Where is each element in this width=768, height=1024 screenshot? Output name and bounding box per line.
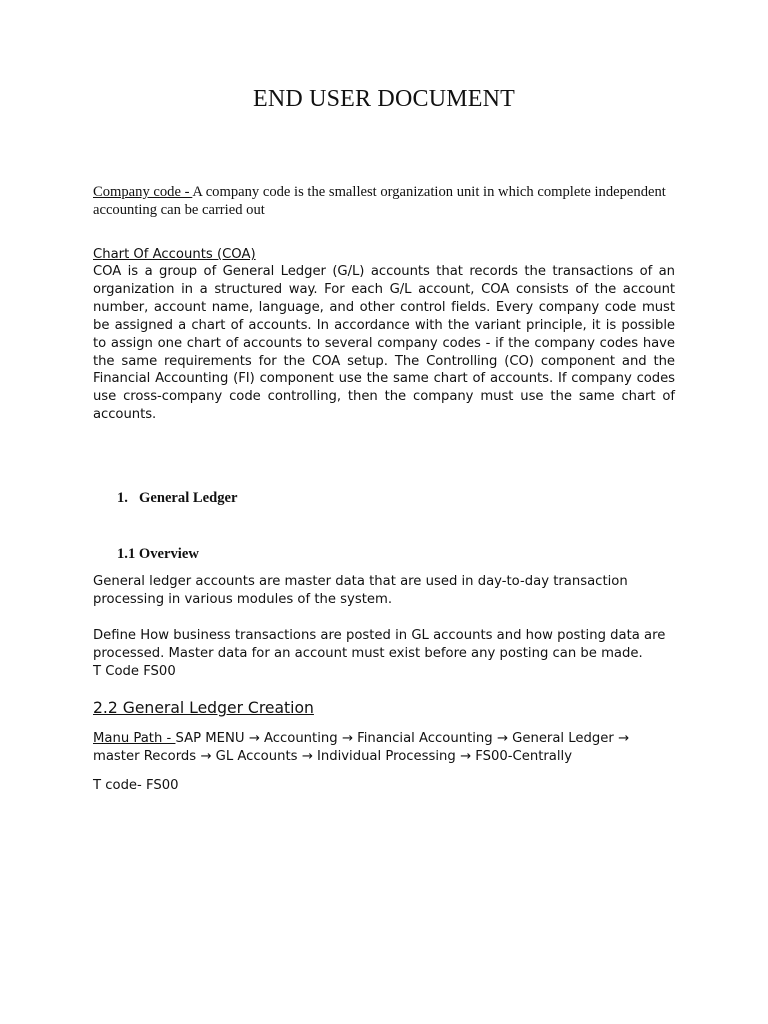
path-item-gl-accounts: GL Accounts <box>215 749 298 764</box>
coa-heading: Chart Of Accounts (COA) <box>93 247 256 262</box>
menu-path <box>93 730 675 766</box>
arrow-right-icon: → <box>301 749 313 764</box>
arrow-right-icon: → <box>496 731 508 746</box>
overview-paragraph-2 <box>93 627 675 681</box>
arrow-right-icon: → <box>341 731 353 746</box>
arrow-right-icon: → <box>618 731 630 746</box>
path-item-general-ledger: General Ledger <box>512 731 614 746</box>
overview-paragraph-1: General ledger accounts are master data that are used in day-to-day transaction processing in various modules of the system. <box>93 574 628 607</box>
company-code-paragraph <box>93 183 675 219</box>
path-item-master-records: master Records <box>93 749 197 764</box>
tcode-line: T code- FS00 <box>93 778 179 793</box>
menu-path-label: Manu Path - <box>93 731 176 746</box>
arrow-right-icon: → <box>460 749 472 764</box>
section-title: General Ledger <box>139 490 238 506</box>
overview-paragraph-2-text: Define How business transactions are posted in GL accounts and how posting data are processed. Master data for an account must exist before any posting can be made. <box>93 628 666 661</box>
coa-body: COA is a group of General Ledger (G/L) accounts that records the transactions of an organization in a structured way. For each G/L account, COA consists of the account number, account name, language, and other control fields. Every company code must be assigned a chart of accounts. In accordance with the variant principle, it is possible to assign one chart of accounts to several company codes - if the company codes have the same requirements for the COA setup. The Controlling (CO) component and the Financial Accounting (FI) component use the same chart of accounts. If company codes use cross-company code controlling, then the company must use the same chart of accounts. <box>93 264 675 423</box>
document-title: END USER DOCUMENT <box>252 86 516 112</box>
arrow-right-icon: → <box>248 731 260 746</box>
overview-heading: 1.1 Overview <box>117 546 199 562</box>
company-code-label: Company code - <box>93 184 193 200</box>
section-number: 1. <box>117 490 128 506</box>
path-item-accounting: Accounting <box>263 731 338 746</box>
path-item-sap-menu: SAP MENU <box>175 731 245 746</box>
path-item-individual-processing: Individual Processing <box>316 749 456 764</box>
section-general-ledger-heading <box>117 489 237 507</box>
path-item-fs00-centrally: FS00-Centrally <box>475 749 573 764</box>
company-code-text: A company code is the smallest organization unit in which complete independent accounting can be carried out <box>93 184 666 218</box>
tcode-fs00-line: T Code FS00 <box>93 664 176 679</box>
arrow-right-icon: → <box>200 749 212 764</box>
gl-creation-heading: 2.2 General Ledger Creation <box>93 699 314 717</box>
path-item-financial-accounting: Financial Accounting <box>357 731 493 746</box>
